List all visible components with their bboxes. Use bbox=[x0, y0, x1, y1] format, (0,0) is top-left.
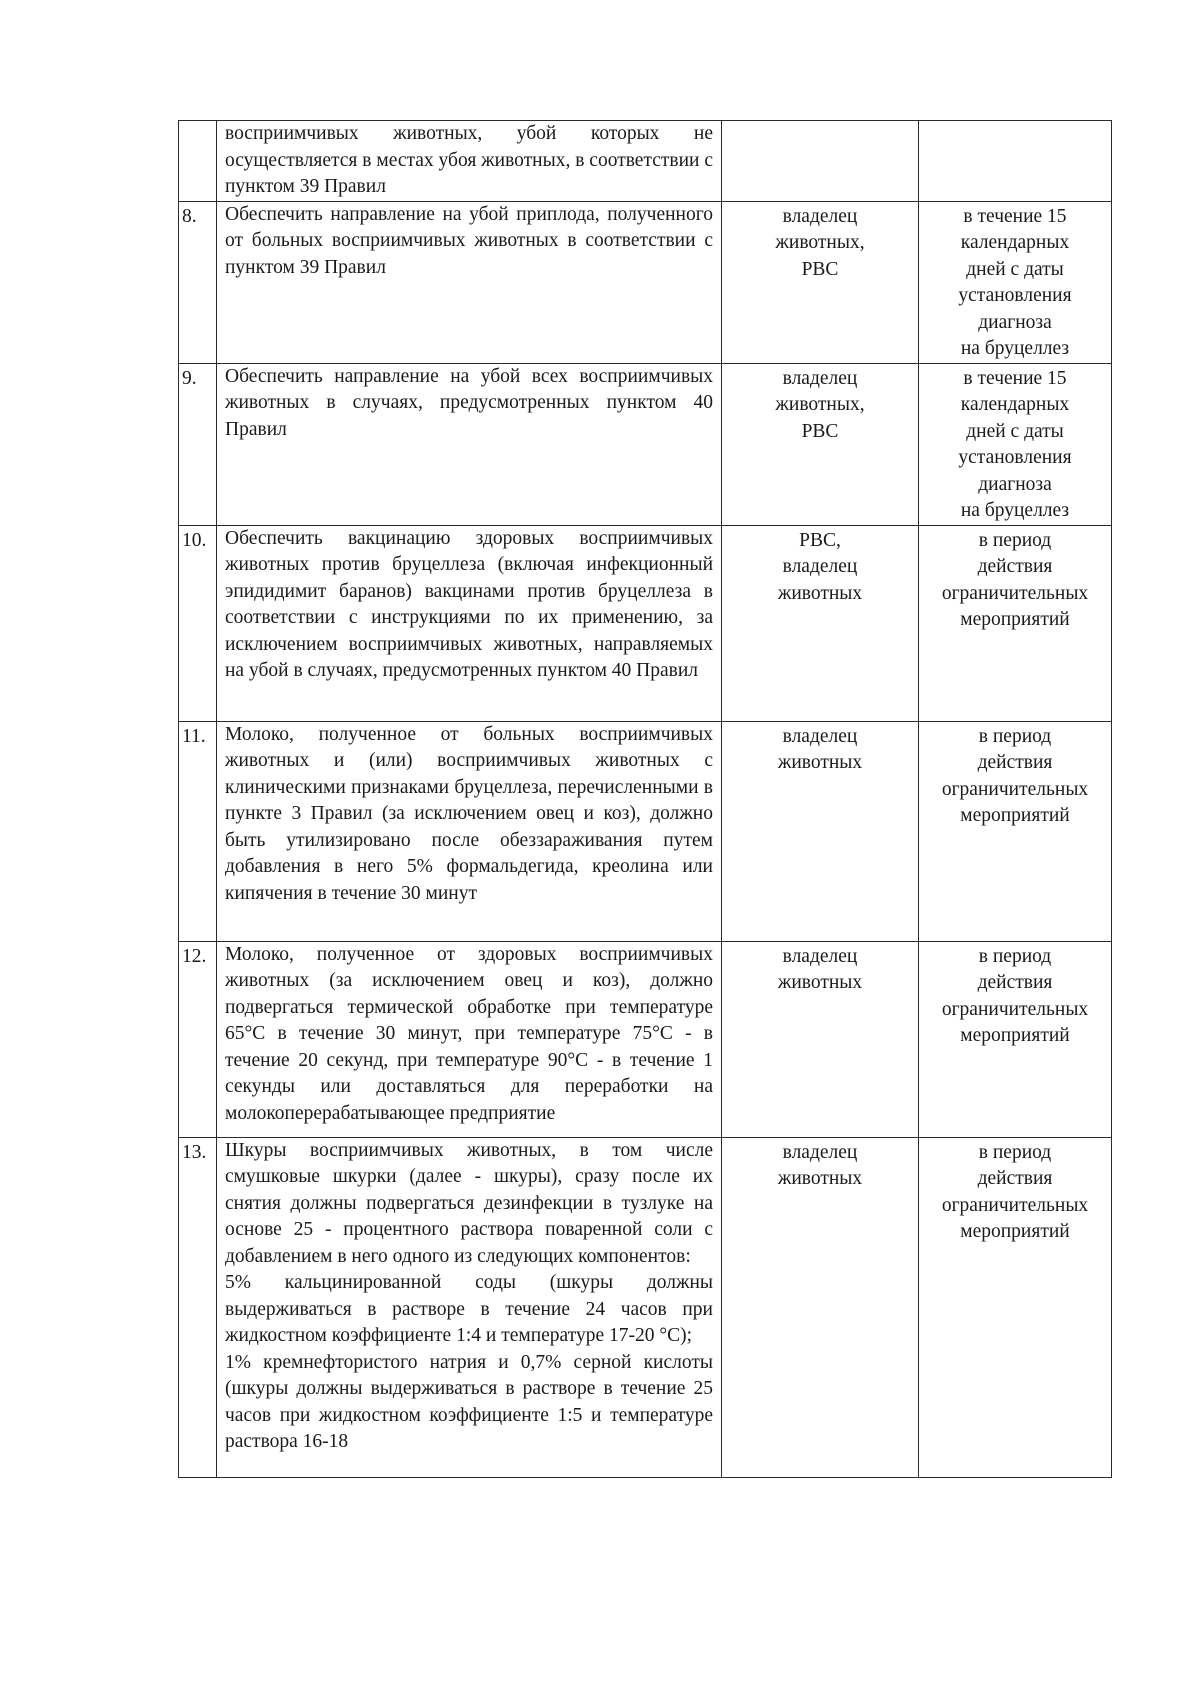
term-line: дней с даты bbox=[966, 420, 1064, 442]
responsible-line: животных bbox=[777, 1168, 863, 1189]
responsible-line: РВС bbox=[801, 258, 839, 280]
term-line: действия bbox=[977, 752, 1053, 773]
term-line: в течение 15 bbox=[963, 367, 1067, 389]
term-line: мероприятий bbox=[960, 1221, 1070, 1242]
measure-paragraph: 5% кальцинированной соды (шкуры должны выдерживаться в растворе в течение 24 часов при жидкостном коэффициенте 1:4 и температуре 17-20 °С); bbox=[225, 1272, 713, 1346]
responsible-line: животных bbox=[777, 582, 863, 604]
term-line: действия bbox=[977, 556, 1053, 577]
term-line: календарных bbox=[960, 394, 1070, 415]
measure-paragraph: Молоко, полученное от здоровых восприимчивых животных (за исключением овец и коз), должно подвергаться термической обработке при температуре 65°С в течение 30 минут, при температуре 75°С - в течение 20 секунд, при температуре 90°С - в течение 1 секунды или доставляться для переработки на молокоперерабатывающее предприятие bbox=[225, 943, 713, 1124]
measure-paragraph: Обеспечить вакцинацию здоровых восприимчивых животных против бруцеллеза (включая инфекционный эпидидимит баранов) вакцинами против бруцеллеза в соответствии с инструкциями по их применению, за исключением восприимчивых животных, направляемых на убой в случаях, предусмотренных пунктом 40 Правил bbox=[225, 527, 713, 681]
measure-text bbox=[217, 941, 722, 1137]
term-line: в течение 15 bbox=[963, 205, 1067, 227]
measure-text bbox=[217, 363, 722, 525]
term-cell bbox=[919, 201, 1112, 363]
term-cell bbox=[919, 941, 1112, 1137]
responsible-line: животных bbox=[777, 972, 863, 993]
table-row bbox=[179, 721, 1112, 941]
measure-paragraph: Обеспечить направление на убой приплода, полученного от больных восприимчивых животных в соответствии с пунктом 39 Правил bbox=[225, 203, 713, 278]
table-row bbox=[179, 941, 1112, 1137]
term-line: ограничительных bbox=[941, 582, 1089, 604]
term-cell bbox=[919, 363, 1112, 525]
responsible-line: животных, bbox=[775, 394, 865, 415]
term-line: установления bbox=[958, 447, 1072, 468]
term-line: на бруцеллез bbox=[960, 338, 1070, 359]
row-number bbox=[179, 121, 217, 202]
term-line: календарных bbox=[960, 232, 1070, 253]
measure-paragraph: восприимчивых животных, убой которых не осуществляется в местах убоя животных, в соответствии с пунктом 39 Правил bbox=[225, 123, 714, 197]
measure-text bbox=[217, 721, 722, 941]
responsible-cell bbox=[722, 721, 919, 941]
term-line: ограничительных bbox=[941, 998, 1089, 1020]
measures-table bbox=[178, 120, 1112, 1478]
term-line: в период bbox=[978, 725, 1052, 747]
table-row bbox=[179, 121, 1112, 202]
responsible-line: владелец bbox=[782, 725, 858, 747]
measure-text bbox=[217, 525, 722, 721]
responsible-line: РВС bbox=[801, 420, 839, 442]
term-line: ограничительных bbox=[941, 1194, 1089, 1216]
row-number: 8. bbox=[179, 201, 217, 363]
measure-paragraph: 1% кремнефтористого натрия и 0,7% серной кислоты (шкуры должны выдерживаться в растворе в течение 25 часов при жидкостном коэффициенте 1:5 и температуре раствора 16-18 bbox=[225, 1351, 713, 1452]
row-number: 11. bbox=[179, 721, 217, 941]
term-line: мероприятий bbox=[960, 609, 1070, 630]
term-line: в период bbox=[978, 529, 1052, 551]
measure-text bbox=[217, 201, 722, 363]
responsible-cell bbox=[722, 363, 919, 525]
responsible-cell bbox=[722, 941, 919, 1137]
responsible-cell bbox=[722, 121, 919, 202]
term-line: мероприятий bbox=[960, 805, 1070, 826]
responsible-cell bbox=[722, 1137, 919, 1477]
row-number: 9. bbox=[179, 363, 217, 525]
measure-paragraph: Обеспечить направление на убой всех восприимчивых животных в случаях, предусмотренных пунктом 40 Правил bbox=[225, 365, 713, 440]
term-line: дней с даты bbox=[966, 258, 1064, 280]
term-cell bbox=[919, 525, 1112, 721]
term-line: действия bbox=[977, 1168, 1053, 1189]
row-number: 13. bbox=[179, 1137, 217, 1477]
term-cell bbox=[919, 721, 1112, 941]
term-line: на бруцеллез bbox=[960, 500, 1070, 521]
row-number: 10. bbox=[179, 525, 217, 721]
responsible-line: владелец bbox=[782, 556, 858, 577]
row-number: 12. bbox=[179, 941, 217, 1137]
table-row bbox=[179, 201, 1112, 363]
term-line: действия bbox=[977, 972, 1053, 993]
term-line: в период bbox=[978, 945, 1052, 967]
measure-paragraph: Молоко, полученное от больных восприимчивых животных и (или) восприимчивых животных с клиническими признаками бруцеллеза, перечисленными в пункте 3 Правил (за исключением овец и коз), должно быть утилизировано после обеззараживания путем добавления в него 5% формальдегида, креолина или кипячения в течение 30 минут bbox=[225, 723, 713, 904]
responsible-line: владелец bbox=[782, 205, 858, 227]
responsible-cell bbox=[722, 201, 919, 363]
term-line: диагноза bbox=[978, 311, 1052, 333]
table-row bbox=[179, 363, 1112, 525]
term-line: установления bbox=[958, 285, 1072, 306]
term-line: ограничительных bbox=[941, 778, 1089, 800]
measure-paragraph: Шкуры восприимчивых животных, в том числе смушковые шкурки (далее - шкуры), сразу после их снятия должны подвергаться дезинфекции в тузлуке на основе 25 - процентного раствора поваренной соли с добавлением в него одного из следующих компонентов: bbox=[225, 1139, 713, 1267]
term-cell bbox=[919, 1137, 1112, 1477]
responsible-line: РВС, bbox=[799, 529, 841, 551]
responsible-line: животных bbox=[777, 752, 863, 773]
table-row bbox=[179, 525, 1112, 721]
measures-table-body bbox=[179, 121, 1112, 1478]
term-line: в период bbox=[978, 1141, 1052, 1163]
responsible-line: владелец bbox=[782, 945, 858, 967]
responsible-line: владелец bbox=[782, 367, 858, 389]
term-line: мероприятий bbox=[960, 1025, 1070, 1046]
table-row bbox=[179, 1137, 1112, 1477]
term-cell bbox=[919, 121, 1112, 202]
term-line: диагноза bbox=[978, 473, 1052, 495]
measure-text bbox=[217, 1137, 722, 1477]
responsible-line: владелец bbox=[782, 1141, 858, 1163]
measure-text bbox=[217, 121, 722, 202]
responsible-line: животных, bbox=[775, 232, 865, 253]
responsible-cell bbox=[722, 525, 919, 721]
